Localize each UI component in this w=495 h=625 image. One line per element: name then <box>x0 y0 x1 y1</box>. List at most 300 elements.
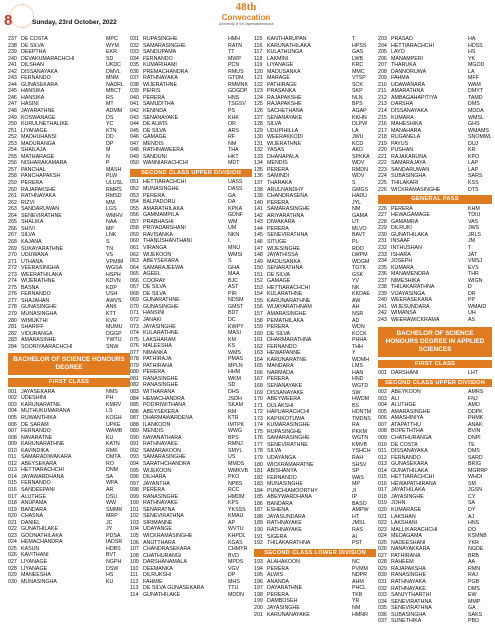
graduate-initials: MHS <box>228 578 240 585</box>
graduate-surname: WICKRAMARATNE <box>267 461 314 468</box>
graduate-initials: KOGH <box>106 414 122 421</box>
graduate-number: 122 <box>254 81 263 88</box>
graduate-initials: YSHCH <box>352 448 371 455</box>
class-heading: SECOND CLASS LOWER DIVISION <box>254 549 376 558</box>
graduate-surname: SAMARASINGHE <box>267 206 310 213</box>
graduate-surname: ALUTHGE <box>391 402 417 409</box>
graduate-surname: HETTIARACHCHI <box>21 467 64 474</box>
graduate-surname: PERERA <box>267 591 289 598</box>
graduate-initials: NC <box>352 559 360 566</box>
graduate-initials: MWP <box>228 55 241 62</box>
graduate-surname: PATHIRAJA <box>143 356 172 363</box>
graduate-row <box>378 187 492 194</box>
graduate-initials: M <box>106 147 111 154</box>
graduate-surname: WEERATHILAKA <box>21 271 63 278</box>
graduate-initials: DUJ <box>468 140 479 147</box>
graduate-initials: L <box>228 238 231 245</box>
graduate-number: 244 <box>8 81 17 88</box>
graduate-surname: LAKSHANI <box>391 520 418 527</box>
graduate-surname: SAMARASINGHE <box>143 42 186 49</box>
graduate-number: 013 <box>378 461 387 468</box>
graduate-number: 012 <box>8 460 17 467</box>
graduate-initials: GMGS <box>352 186 369 193</box>
graduate-number: 010 <box>8 447 17 454</box>
graduate-number: 031 <box>378 579 387 586</box>
graduate-number: 157 <box>254 310 263 317</box>
graduate-initials: RMUS <box>228 68 244 75</box>
graduate-initials: RMDN <box>352 166 368 173</box>
graduate-number: 001 <box>378 370 387 377</box>
graduate-initials: MLVO <box>352 225 367 232</box>
graduate-list <box>378 36 492 193</box>
graduate-initials: UM <box>228 225 237 232</box>
header-ornament <box>10 4 34 28</box>
graduate-number: 017 <box>378 487 387 494</box>
graduate-surname: DIWAKARA <box>267 219 296 226</box>
graduate-number: 028 <box>378 559 387 566</box>
graduate-initials: MNM <box>106 75 119 82</box>
graduate-number: 227 <box>378 212 387 219</box>
graduate-initials: WGTD <box>352 382 369 389</box>
graduate-surname: KARUNANAYAKE <box>267 611 310 618</box>
graduate-surname: DHANAPALA <box>267 153 299 160</box>
graduate-initials: SMYL <box>228 447 243 454</box>
graduate-surname: HANSIKA <box>21 94 45 101</box>
graduate-surname: ABISHANYA <box>267 468 297 475</box>
graduate-surname: RAHEEM <box>391 559 414 566</box>
graduate-initials: SPKKA <box>352 153 370 160</box>
graduate-surname: PERERA <box>267 565 289 572</box>
graduate-initials: PDSA <box>106 532 121 539</box>
graduate-number: 242 <box>378 310 387 317</box>
graduate-initials: MMDS <box>228 461 245 467</box>
graduate-initials: PKO <box>228 474 240 481</box>
graduate-number: 108 <box>130 552 139 559</box>
graduate-initials: UT <box>352 219 360 226</box>
graduate-list <box>254 559 376 618</box>
graduate-initials: MGOD <box>468 62 485 69</box>
graduate-number: 140 <box>254 199 263 206</box>
graduate-surname: KAVINDIKA <box>21 447 49 454</box>
graduate-number: 138 <box>254 186 263 193</box>
graduate-initials: AWVS <box>106 297 122 304</box>
graduate-surname: BOPETHTHA <box>391 428 424 435</box>
graduate-surname: SENEVIRATHNA <box>391 598 432 605</box>
graduate-number: 039 <box>130 88 139 95</box>
graduate-number: 239 <box>8 49 17 56</box>
graduate-initials: RMMNK <box>228 81 249 88</box>
graduate-initials: NM <box>228 140 237 147</box>
graduate-surname: JANAKI <box>143 316 162 323</box>
graduate-initials: LHT <box>468 370 479 377</box>
graduate-number: 200 <box>254 605 263 612</box>
graduate-initials: US <box>228 454 236 461</box>
graduate-initials: HMH <box>228 36 241 42</box>
graduate-initials: YWTU <box>106 337 122 344</box>
graduate-surname: ALUTHGE <box>21 493 47 500</box>
graduate-surname: DISSANAYAKA <box>391 108 428 115</box>
graduate-surname: DEEMANKA <box>143 565 173 572</box>
graduate-initials: AGAP <box>352 108 367 115</box>
graduate-surname: DILHARA <box>143 474 166 481</box>
graduate-number: 010 <box>378 441 387 448</box>
graduate-number: 153 <box>254 284 263 291</box>
graduate-surname: MANAHARA <box>391 127 422 134</box>
graduate-number: 237 <box>8 36 17 42</box>
graduate-surname: SHALIKA <box>21 219 44 226</box>
graduate-surname: UDUWANA <box>21 252 49 259</box>
graduate-number: 004 <box>8 408 17 415</box>
graduate-initials: GHA <box>228 264 240 271</box>
graduate-surname: RUWANTHIKA <box>21 414 57 421</box>
graduate-surname: DHARMARATHNA <box>267 337 312 344</box>
graduate-surname: ISHARA <box>391 251 411 258</box>
graduate-surname: WANNIARACHCHI <box>143 160 189 167</box>
graduate-number: 020 <box>8 513 17 520</box>
graduate-number: 003 <box>378 395 387 402</box>
graduate-surname: UDAYANGA <box>267 455 296 461</box>
graduate-number: 189 <box>254 520 263 527</box>
graduate-initials: PHMK <box>468 415 484 422</box>
graduate-initials: RMK <box>106 447 118 454</box>
graduate-number: 167 <box>254 376 263 383</box>
graduate-initials: THA <box>228 147 239 154</box>
graduate-initials: WAM <box>468 81 481 88</box>
graduate-surname: PANCHAPAKSH <box>21 173 61 180</box>
graduate-initials: TSGSV <box>228 101 246 108</box>
graduate-surname: GAMAGE <box>143 134 167 141</box>
graduate-surname: SAMUDITHA <box>143 101 175 108</box>
graduate-initials: GA <box>468 605 476 612</box>
graduate-surname: JAYAWARDHANA <box>21 473 64 480</box>
graduate-number: 282 <box>8 330 17 337</box>
graduate-surname: FERNANDO <box>21 291 51 298</box>
graduate-surname: SUNETHIKA <box>391 618 422 625</box>
graduate-number: 003 <box>8 401 17 408</box>
graduate-number: 266 <box>8 225 17 232</box>
graduate-initials: N <box>106 153 110 160</box>
graduate-initials: GDNF <box>228 212 244 219</box>
graduate-surname: SHARIFF <box>21 324 44 331</box>
graduate-surname: PERERA <box>143 94 165 101</box>
graduate-initials: JY <box>106 526 113 533</box>
graduate-initials: WGTN <box>352 435 369 442</box>
graduate-number: 109 <box>130 559 139 566</box>
graduate-number: 035 <box>130 62 139 69</box>
graduate-number: 023 <box>378 526 387 533</box>
graduate-number: 182 <box>254 474 263 481</box>
graduate-number: 076 <box>130 343 139 350</box>
graduate-surname: MENDIS <box>267 160 288 167</box>
graduate-number: 075 <box>130 336 139 343</box>
graduate-number: 218 <box>378 134 387 141</box>
graduate-number: 031 <box>130 36 139 42</box>
graduate-initials: DSW <box>106 565 119 572</box>
graduate-surname: SENANAYAKE <box>267 114 303 121</box>
graduate-number: 025 <box>8 545 17 552</box>
graduate-surname: NADEESHANI <box>391 539 426 546</box>
graduate-surname: DAYARATHNE <box>267 585 303 592</box>
graduate-surname: FERNANDO <box>267 343 297 350</box>
graduate-surname: HEWAGAMAGE <box>391 212 430 219</box>
graduate-initials: RMN <box>468 565 481 572</box>
graduate-initials: AA <box>468 559 476 566</box>
graduate-number: 248 <box>8 108 17 115</box>
graduate-surname: RATHNAYAKE <box>143 500 178 507</box>
graduate-number: 074 <box>130 330 139 337</box>
graduate-initials: YV <box>352 278 360 285</box>
graduate-number: 036 <box>130 68 139 75</box>
graduate-surname: SHIVI <box>21 225 35 232</box>
graduate-initials: WMSI <box>228 251 243 258</box>
graduate-surname: FAHMA <box>391 75 410 82</box>
graduate-initials: ADMM <box>106 108 123 115</box>
graduate-number: 178 <box>254 448 263 455</box>
graduate-initials: ARS <box>228 127 239 134</box>
graduate-surname: SILVA <box>267 121 282 128</box>
graduate-surname: ABEYKOON <box>391 389 421 396</box>
graduate-number: 011 <box>8 454 17 461</box>
graduate-number: 119 <box>254 62 263 69</box>
graduate-initials: T <box>468 244 472 251</box>
graduate-initials: PS <box>228 108 236 115</box>
graduate-number: 181 <box>254 468 263 475</box>
graduate-number: 256 <box>8 160 17 167</box>
graduate-number: 059 <box>130 231 139 238</box>
graduate-initials: JWU <box>352 134 364 141</box>
graduate-initials: HADU <box>352 193 368 200</box>
graduate-number: 086 <box>130 408 139 415</box>
graduate-initials: VS <box>106 252 114 259</box>
graduate-initials: YC <box>106 121 114 128</box>
graduate-initials: NGPH <box>106 559 122 566</box>
graduate-surname: HANSIKA <box>21 88 45 95</box>
graduate-number: 165 <box>254 363 263 370</box>
graduate-surname: KENINDA <box>143 108 167 115</box>
graduate-initials: WM <box>228 218 238 225</box>
graduate-initials: IMTPK <box>228 421 245 428</box>
graduate-initials: SARS <box>468 173 483 180</box>
graduate-number: 186 <box>254 500 263 507</box>
graduate-number: 131 <box>254 140 263 147</box>
graduate-row <box>8 344 130 351</box>
graduate-initials: NLN <box>352 94 363 101</box>
column-1 <box>8 36 130 585</box>
graduate-surname: ARIYARATHNA <box>267 212 304 219</box>
graduate-initials: GMST <box>228 303 244 310</box>
graduate-number: 128 <box>254 121 263 128</box>
graduate-number: 087 <box>130 415 139 422</box>
graduate-initials: TN <box>106 245 114 252</box>
graduate-initials: SARD <box>468 454 483 461</box>
graduate-list <box>130 36 252 167</box>
graduate-number: 195 <box>254 572 263 579</box>
graduate-surname: LAYO <box>391 49 405 56</box>
graduate-surname: SUBASINGHA <box>391 173 426 180</box>
graduate-surname: FERNANDO <box>21 480 51 487</box>
graduate-number: 038 <box>130 81 139 88</box>
graduate-surname: PREMACHANDRA <box>143 68 189 75</box>
graduate-surname: RATHNAYAKE <box>267 520 302 527</box>
graduate-number: 042 <box>130 108 139 115</box>
graduate-surname: SAMARASINGHE <box>267 435 310 442</box>
graduate-initials: RA <box>352 422 360 429</box>
degree-heading: BACHELOR OF SCIENCE HONOURS DEGREE IN APPLIED SCIENCES <box>378 327 492 357</box>
graduate-surname: SENARATHNA <box>267 265 303 272</box>
graduate-surname: MUNASINGHE <box>267 481 303 488</box>
graduate-initials: HNS <box>228 94 240 101</box>
graduate-initials: NM <box>352 206 361 213</box>
graduate-initials: SD <box>228 382 236 389</box>
graduate-number: 235 <box>378 264 387 271</box>
graduate-initials: EW <box>468 592 477 599</box>
graduate-surname: WIJERATHNE <box>267 140 302 147</box>
graduate-number: 014 <box>8 473 17 480</box>
graduate-number: 028 <box>8 565 17 572</box>
graduate-number: 217 <box>378 127 387 134</box>
graduate-initials: HS <box>468 49 476 56</box>
graduate-initials: KHM <box>468 205 480 212</box>
graduate-initials: KDP <box>106 284 117 291</box>
graduate-row <box>378 317 492 324</box>
graduate-surname: JAYASEKARA <box>21 388 55 395</box>
graduate-surname: GUNASINGHE <box>143 303 179 310</box>
graduate-initials: NSR <box>352 310 364 317</box>
graduate-surname: SAMARAJEEWA <box>143 264 184 271</box>
graduate-initials: KR <box>468 147 476 154</box>
graduate-initials: GA <box>228 192 236 199</box>
graduate-number: 259 <box>8 180 17 187</box>
graduate-number: 139 <box>254 193 263 200</box>
graduate-initials: BPS <box>352 101 363 108</box>
graduate-surname: SANDUNI <box>143 153 167 160</box>
graduate-initials: KTN <box>106 127 117 134</box>
graduate-initials: USH <box>106 291 118 298</box>
graduate-initials: WMAID <box>468 303 487 310</box>
graduate-number: 220 <box>378 147 387 154</box>
graduate-number: 013 <box>8 467 17 474</box>
graduate-initials: KTR <box>228 415 239 422</box>
graduate-surname: AMARASINHE <box>21 337 57 344</box>
graduate-number: 051 <box>130 179 139 186</box>
graduate-number: 117 <box>254 49 263 56</box>
graduate-initials: D <box>468 284 472 291</box>
graduate-number: 144 <box>254 225 263 232</box>
graduate-initials: TTU <box>228 585 239 592</box>
graduate-number: 019 <box>8 506 17 513</box>
graduate-initials: VAS <box>468 218 479 225</box>
graduate-number: 016 <box>8 487 17 493</box>
graduate-number: 012 <box>378 454 387 461</box>
graduate-surname: SANDARUWAN <box>21 206 60 213</box>
graduate-initials: GDGDP <box>228 88 248 95</box>
graduate-number: 111 <box>130 572 139 579</box>
graduate-number: 267 <box>8 232 17 239</box>
graduate-number: 089 <box>130 428 139 435</box>
graduate-number: 240 <box>378 297 387 304</box>
graduate-surname: ANUTTHARA <box>143 539 176 546</box>
graduate-surname: UDAWANARA <box>391 81 426 88</box>
graduate-initials: KCD <box>352 140 364 147</box>
graduate-surname: UDESHINI <box>21 395 47 402</box>
graduate-initials: HDNTM <box>352 409 372 416</box>
graduate-initials: VMSJ <box>468 258 483 265</box>
graduate-surname: SENANAYAKE <box>143 114 179 121</box>
graduate-initials: WPA <box>106 480 118 487</box>
graduate-surname: WIMUKTHI <box>21 317 48 324</box>
graduate-number: 272 <box>8 265 17 272</box>
graduate-surname: HASINI <box>21 101 39 108</box>
graduate-number: 021 <box>8 519 17 526</box>
graduate-surname: PODIRIWITHANA <box>143 402 186 409</box>
graduate-surname: DANIEL <box>21 519 41 526</box>
graduate-initials: MBCT <box>106 88 122 95</box>
graduate-initials: PP <box>468 297 476 304</box>
graduate-number: 053 <box>130 192 139 199</box>
graduate-initials: DTS <box>468 186 479 193</box>
graduate-initials: SNW <box>106 343 119 350</box>
graduate-surname: KAJANA <box>21 238 42 245</box>
page-number: 8 <box>4 12 13 29</box>
graduate-initials: MPLN <box>228 362 243 369</box>
graduate-initials: RDO <box>352 245 364 252</box>
graduate-number: 030 <box>378 572 387 579</box>
graduate-number: 192 <box>254 540 263 547</box>
graduate-surname: RATHNAYAKA <box>143 75 178 82</box>
graduate-initials: S <box>106 238 110 245</box>
graduate-surname: CHANDRASENA <box>267 193 308 200</box>
graduate-surname: BALPADORU <box>143 199 176 206</box>
graduate-surname: MADURANGA <box>21 140 56 147</box>
graduate-number: 080 <box>130 369 139 376</box>
graduate-surname: SAMARASINGHE <box>143 454 186 461</box>
graduate-initials: PKKM <box>352 428 368 435</box>
graduate-number: 030 <box>8 578 17 585</box>
graduate-surname: THILAKARI <box>391 180 419 187</box>
graduate-initials: WDV <box>352 173 365 180</box>
graduate-surname: JAYASINGHE <box>143 323 176 330</box>
graduate-surname: LIYANAGE <box>21 559 48 566</box>
graduate-number: 136 <box>254 173 263 180</box>
graduate-number: 222 <box>378 160 387 167</box>
graduate-number: 268 <box>8 238 17 245</box>
graduate-surname: GAMMAMPILA <box>143 212 179 219</box>
graduate-surname: DEVAKUMARACHCHI <box>21 55 75 62</box>
graduate-initials: WMHV <box>106 212 123 219</box>
graduate-number: 283 <box>8 337 17 344</box>
graduate-number: 160 <box>254 330 263 337</box>
graduate-initials: KPO <box>468 153 480 160</box>
graduate-number: 046 <box>130 134 139 141</box>
graduate-surname: RANASINGHE <box>143 375 179 382</box>
graduate-initials: YR <box>352 598 360 605</box>
graduate-row <box>378 370 492 377</box>
graduate-surname: PERERA <box>391 205 413 212</box>
graduate-surname: WIJAYARATHNAM <box>267 304 312 311</box>
graduate-surname: DISSANAYAKA <box>21 68 58 75</box>
graduate-surname: DANNORUWA <box>391 68 427 75</box>
graduate-number: 023 <box>8 532 17 539</box>
graduate-initials: CY <box>468 493 476 500</box>
graduate-number: 280 <box>8 317 17 324</box>
graduate-surname: PRIYADARSHANI <box>143 225 186 232</box>
graduate-number: 057 <box>130 218 139 225</box>
graduate-number: 253 <box>8 140 17 147</box>
graduate-number: 221 <box>378 153 387 160</box>
graduate-surname: DISSANAYAKA <box>391 448 428 455</box>
graduate-initials: PHCL <box>352 585 367 592</box>
graduate-surname: RUPASINGHE <box>143 36 178 42</box>
